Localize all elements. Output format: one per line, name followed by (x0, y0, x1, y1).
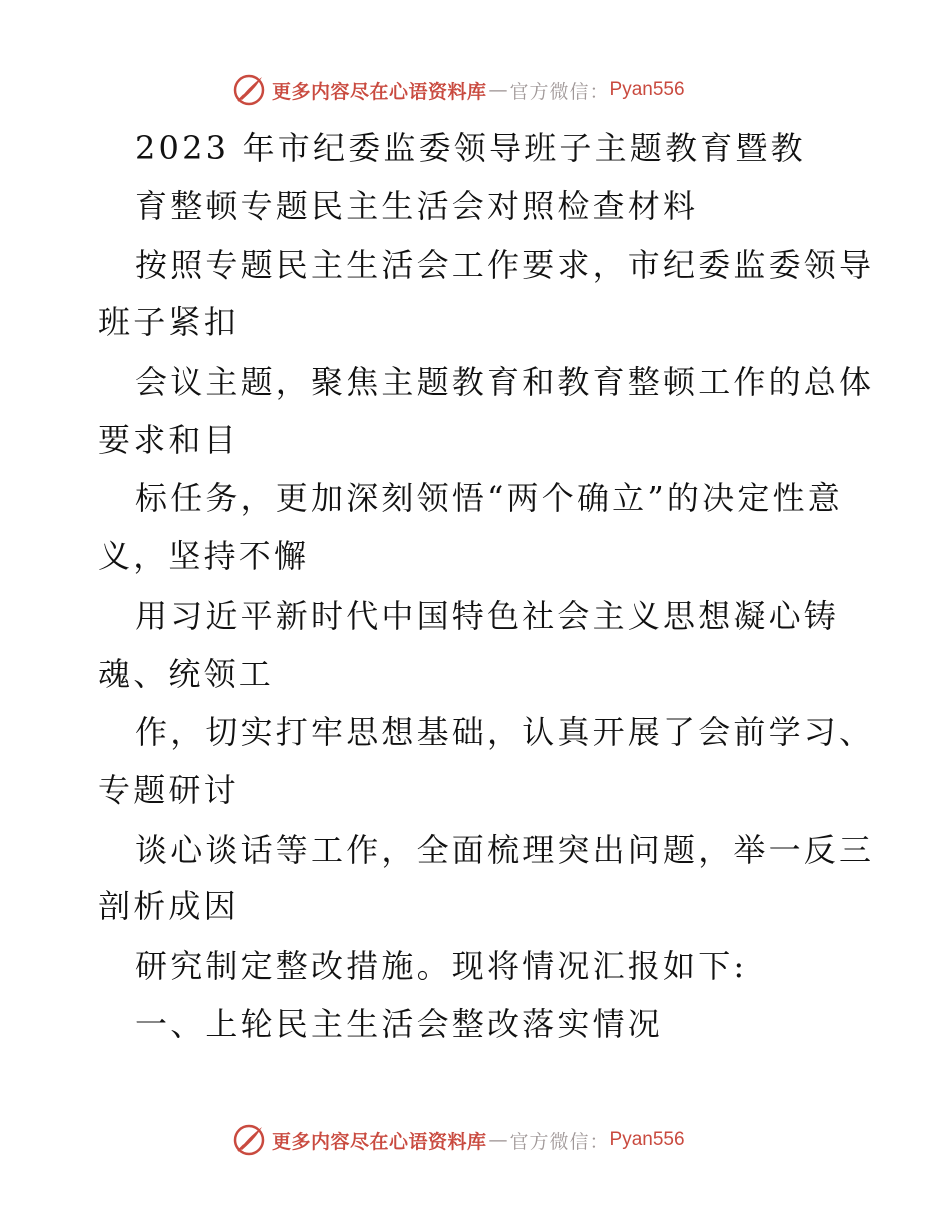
quill-logo-icon (232, 1123, 266, 1157)
body-line: 班子紧扣 (98, 303, 239, 341)
watermark-brand: 更多内容尽在心语资料库 (272, 1130, 487, 1153)
body-line: 按照专题民主生活会工作要求，市纪委监委领导 (135, 246, 875, 284)
body-line: 研究制定整改措施。现将情况汇报如下: (135, 947, 748, 985)
body-line: 会议主题，聚焦主题教育和教育整顿工作的总体 (135, 363, 875, 401)
watermark-id: Pyan556 (609, 1129, 685, 1150)
body-line: 剖析成因 (98, 887, 239, 925)
body-line: 要求和目 (98, 421, 239, 459)
watermark-dash: — (488, 1129, 508, 1151)
body-line: 专题研讨 (98, 771, 239, 809)
header-watermark (232, 72, 685, 108)
document-title-line-1: 2023 年市纪委监委领导班子主题教育暨教 (135, 129, 806, 167)
body-line: 用习近平新时代中国特色社会主义思想凝心铸 (135, 597, 840, 635)
body-line: 作，切实打牢思想基础，认真开展了会前学习、 (135, 713, 875, 751)
watermark-dash: — (488, 79, 508, 101)
body-line: 魂、统领工 (98, 655, 275, 693)
body-line: 谈心谈话等工作，全面梳理突出问题，举一反三 (135, 831, 875, 869)
body-line: 义，坚持不懈 (98, 537, 310, 575)
footer-watermark (232, 1122, 685, 1158)
quill-logo-icon (232, 73, 266, 107)
watermark-sub: 官方微信： (509, 80, 610, 103)
watermark-sub: 官方微信： (509, 1130, 610, 1153)
body-line: 标任务，更加深刻领悟“两个确立”的决定性意 (135, 479, 843, 517)
section-heading: 一、上轮民主生活会整改落实情况 (135, 1005, 664, 1043)
watermark-id: Pyan556 (609, 79, 685, 100)
document-title-line-2: 育整顿专题民主生活会对照检查材料 (135, 187, 699, 225)
watermark-brand: 更多内容尽在心语资料库 (272, 80, 487, 103)
